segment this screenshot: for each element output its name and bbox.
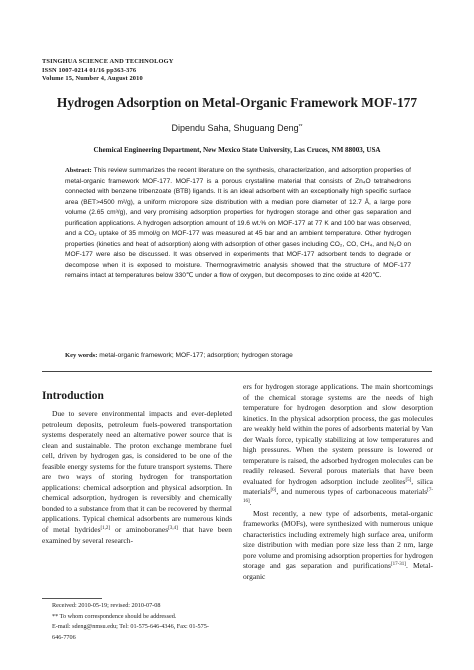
citation: [3,4] <box>168 526 178 532</box>
keywords-text: metal-organic framework; MOF-177; adsorption; hydrogen storage <box>99 352 293 359</box>
abstract <box>65 166 411 282</box>
authors-names: Dipendu Saha, Shuguang Deng <box>171 123 299 133</box>
intro-text: or aminoboranes <box>110 525 169 535</box>
intro-text: Due to severe environmental impacts and ever-depleted petroleum deposits, petroleum fuels-powered transportation systems desperately need an alternative power source that is clean and sustainable. The proton exchange membrane fuel cell, driven by hydrogen gas, is considered to be one of the feasible energy systems for the future transport systems. There are two ways of storing hydrogen for transportation applications: chemical adsorption and physical adsorption. In chemical adsorption, hydrogen is reversibly and chemically bonded to a substance from that it can be recovered by thermal applications. Typical chemical adsorbents are numerous kinds of metal hydrides <box>42 409 232 535</box>
footnote-received: Received: 2010-05-19; revised: 2010-07-08 <box>52 602 161 609</box>
intro-text: . <box>249 498 252 508</box>
footnote-correspondence-text: To whom correspondence should be addressed. <box>58 612 177 620</box>
citation: [7-16] <box>243 488 433 505</box>
abstract-label: Abstract: <box>65 167 92 174</box>
intro-paragraph-1-continued <box>243 382 433 509</box>
intro-text: , and numerous types of carbonaceous materials <box>276 487 428 497</box>
abstract-text: This review summarizes the recent literature on the synthesis, characterization, and adsorption properties of metal-organic framework MOF-177. MOF-177 is a porous crystalline material that consists of Zn₄O tetrahedrons connected with benzene tribenzoate (BTB) ligands. It is an ideal adsorbent with an exceptionally high specific surface area (BET>4500 m²/g), a uniform micropore size distribution with a median pore diameter of 12.7 Å, a large pore volume (2.65 cm³/g), and very promising adsorption properties for hydrogen storage and other gas separation and purification applications. A hydrogen adsorption amount of 19.6 wt.% on MOF-177 at 77 K and 100 bar was observed, and a CO₂ uptake of 35 mmol/g on MOF-177 was measured at 45 bar and an ambient temperature. Other hydrogen properties (kinetics and heat of adsorption) along with adsorption of other gases including CO₂, CO, CH₄, and N₂O on MOF-177 were also be discussed. It was observed in experiments that MOF-177 adsorbent tends to degrade or decompose when it is exposed to moisture. Thermogravimetric analysis showed that the structure of MOF-177 remains intact at temperatures below 330℃ under a flow of oxygen, but decomposes to zinc oxide at 420℃. <box>65 167 412 279</box>
paper-affiliation: Chemical Engineering Department, New Mexico State University, Las Cruces, NM 88003, USA <box>93 146 381 154</box>
intro-text: Most recently, a new type of adsorbents, metal-organic frameworks (MOFs), were synthesized with numerous unique characteristics including extremely high surface area, uniform size distribution with median pore size less than 2 nm, large pore volume and promising adsorption properties for hydrogen storage and gas separation and purifications <box>243 508 433 571</box>
keywords <box>65 352 411 359</box>
journal-header <box>42 58 174 84</box>
journal-issn: ISSN 1007-0214 01/16 pp363-376 <box>42 66 137 74</box>
keywords-label: Key words: <box>65 352 98 359</box>
paper-authors <box>0 123 474 133</box>
journal-volume: Volume 15, Number 4, August 2010 <box>42 75 143 83</box>
citation: [1,2] <box>100 526 111 532</box>
intro-paragraph-1 <box>42 409 232 546</box>
intro-paragraph-2 <box>243 509 433 583</box>
intro-text: , silica materials <box>243 476 433 497</box>
intro-text: ers for hydrogen storage applications. The main shortcomings of the chemical storage systems are the needs of high temperature for hydrogen desorption and slow desorption kinetics. In the physical adsorption process, the gas molecules are weakly held within the pores of adsorbents material by Van der Waals force, typically stabilizing at low temperatures and high pressures. When the system pressure is lowered or temperature is raised, the adsorbed hydrogen molecules can be readily released. Several porous materials that have been evaluated for hydrogen adsorption include zeolites <box>243 382 433 486</box>
citation: [5] <box>405 477 412 483</box>
right-column <box>243 382 433 582</box>
intro-text: that have been examined by several research- <box>42 525 232 545</box>
footnote-contact-cont: 646-7706 <box>52 633 76 641</box>
footnotes <box>42 601 232 643</box>
citation: [17-31] <box>390 562 406 568</box>
footnote-contact: E-mail: sdeng@nmsu.edu; Tel: 01-575-646-4346, Fax: 01-575- <box>52 623 209 630</box>
section-divider <box>42 371 432 372</box>
footnote-correspondence <box>42 612 232 623</box>
journal-name: TSINGHUA SCIENCE AND TECHNOLOGY <box>42 58 174 65</box>
section-heading-introduction: Introduction <box>42 390 104 402</box>
paper-title: Hydrogen Adsorption on Metal-Organic Framework MOF-177 <box>56 95 418 110</box>
citation: [6] <box>270 488 277 494</box>
corresponding-mark: ** <box>298 124 303 130</box>
left-column <box>42 409 232 546</box>
intro-text: . Metal-organic <box>243 561 433 581</box>
footnote-divider <box>42 598 102 599</box>
footnote-mark: ** <box>52 612 59 620</box>
